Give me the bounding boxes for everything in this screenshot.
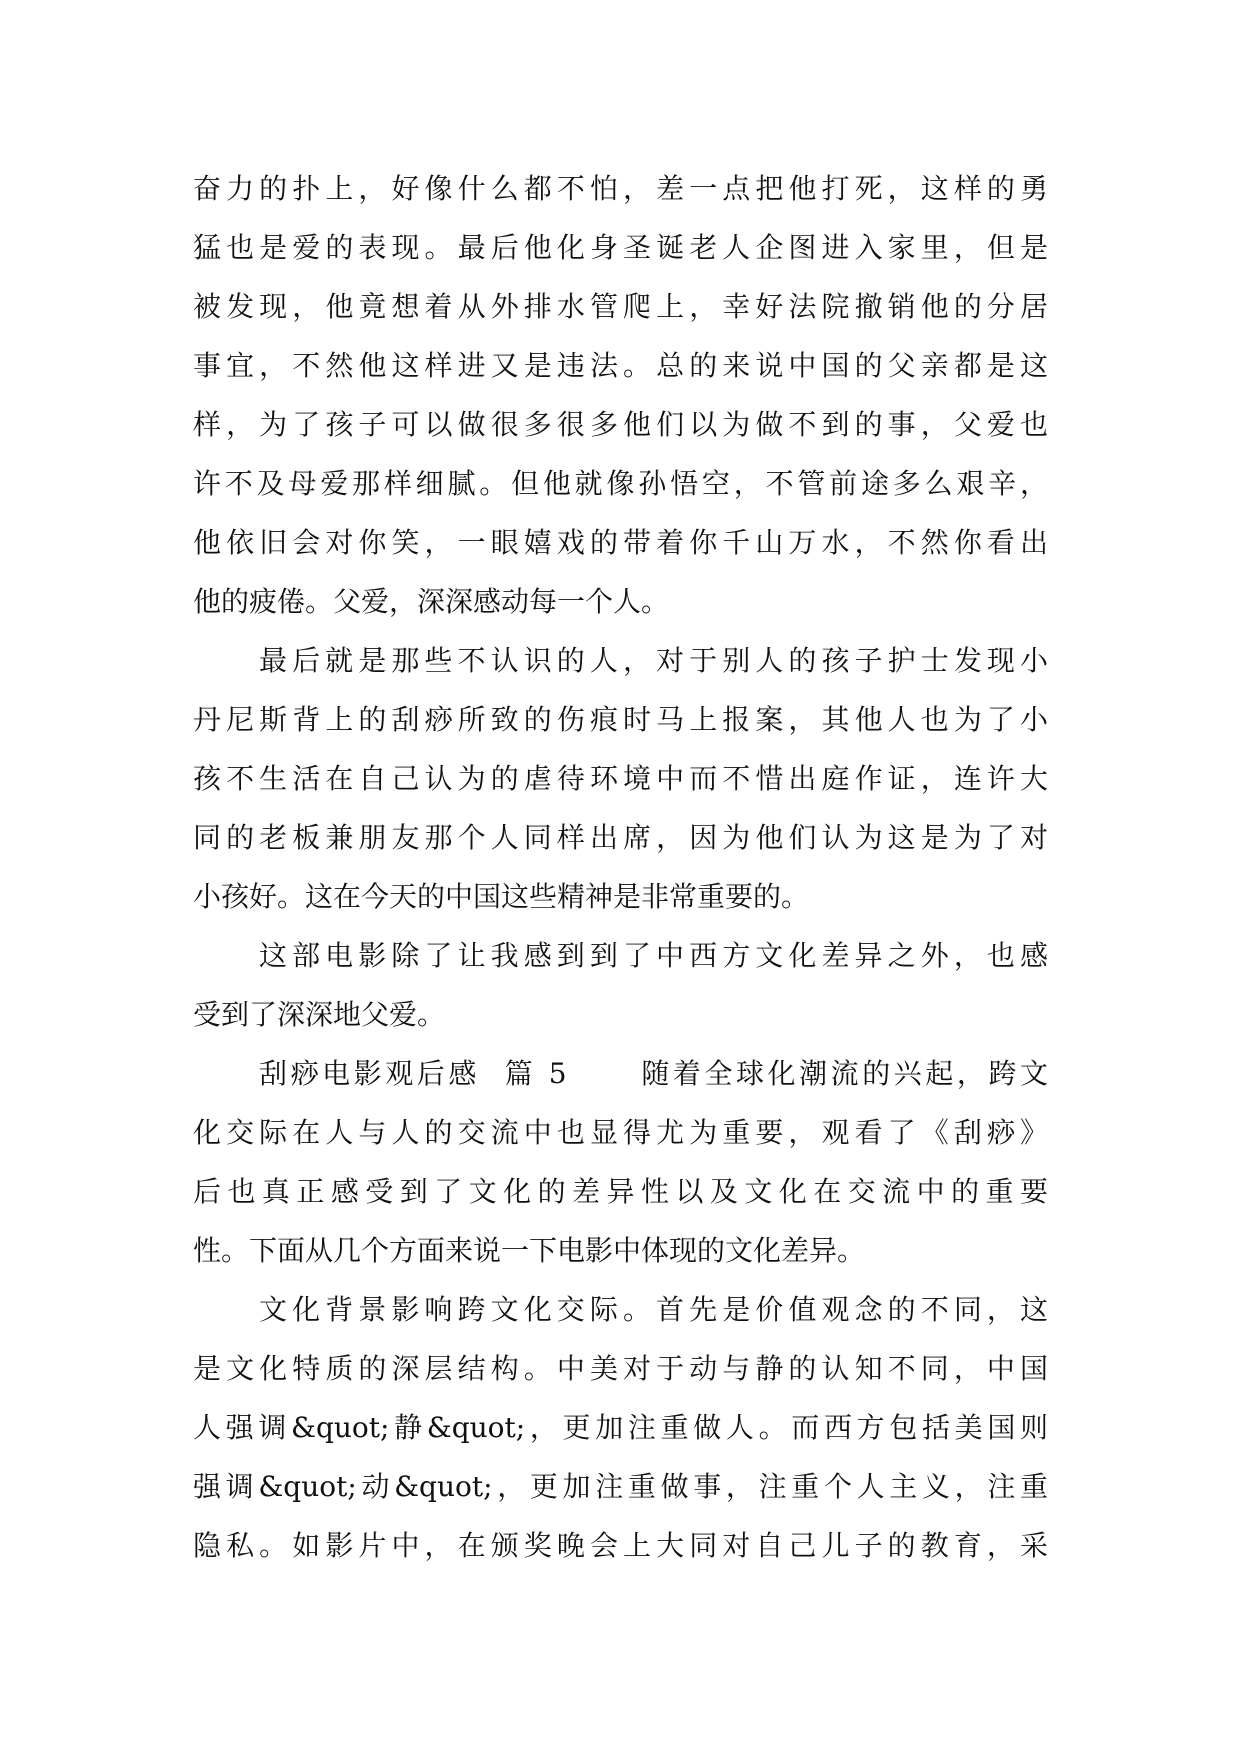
text-line: 强调&quot;动&quot;，更加注重做事，注重个人主义，注重 bbox=[193, 1470, 1048, 1503]
text-line: 他的疲倦。父爱，深深感动每一个人。 bbox=[193, 585, 670, 618]
text-line: 猛也是爱的表现。最后他化身圣诞老人企图进入家里，但是 bbox=[193, 231, 1048, 264]
text-line: 同的老板兼朋友那个人同样出席，因为他们认为这是为了对 bbox=[193, 821, 1048, 854]
text-line: 他依旧会对你笑，一眼嬉戏的带着你千山万水，不然你看出 bbox=[193, 526, 1048, 559]
text-line: 化交际在人与人的交流中也显得尤为重要，观看了《刮痧》 bbox=[193, 1116, 1048, 1149]
text-line: 受到了深深地父爱。 bbox=[193, 998, 446, 1031]
text-line: 丹尼斯背上的刮痧所致的伤痕时马上报案，其他人也为了小 bbox=[193, 703, 1048, 736]
text-line: 奋力的扑上，好像什么都不怕，差一点把他打死，这样的勇 bbox=[193, 172, 1048, 205]
text-line: 后也真正感受到了文化的差异性以及文化在交流中的重要 bbox=[193, 1175, 1048, 1208]
text-line: 样，为了孩子可以做很多很多他们以为做不到的事，父爱也 bbox=[193, 408, 1048, 441]
text-line: 人强调&quot;静&quot;，更加注重做人。而西方包括美国则 bbox=[193, 1411, 1048, 1444]
text-line: 文化背景影响跨文化交际。首先是价值观念的不同，这 bbox=[259, 1293, 1048, 1326]
text-line: 隐私。如影片中，在颁奖晚会上大同对自己儿子的教育，采 bbox=[193, 1529, 1048, 1562]
text-line: 许不及母爱那样细腻。但他就像孙悟空，不管前途多么艰辛， bbox=[193, 467, 1048, 500]
text-line: 孩不生活在自己认为的虐待环境中而不惜出庭作证，连许大 bbox=[193, 762, 1048, 795]
text-line: 小孩好。这在今天的中国这些精神是非常重要的。 bbox=[193, 880, 810, 913]
text-line: 性。下面从几个方面来说一下电影中体现的文化差异。 bbox=[193, 1234, 866, 1267]
text-line: 这部电影除了让我感到到了中西方文化差异之外，也感 bbox=[259, 939, 1048, 972]
text-line: 被发现，他竟想着从外排水管爬上，幸好法院撤销他的分居 bbox=[193, 290, 1048, 323]
document-body bbox=[193, 159, 1048, 1575]
text-line: 最后就是那些不认识的人，对于别人的孩子护士发现小 bbox=[259, 644, 1048, 677]
text-line: 刮痧电影观后感 篇 5 随着全球化潮流的兴起，跨文 bbox=[259, 1057, 1048, 1090]
text-line: 事宜，不然他这样进又是违法。总的来说中国的父亲都是这 bbox=[193, 349, 1048, 382]
text-line: 是文化特质的深层结构。中美对于动与静的认知不同，中国 bbox=[193, 1352, 1048, 1385]
